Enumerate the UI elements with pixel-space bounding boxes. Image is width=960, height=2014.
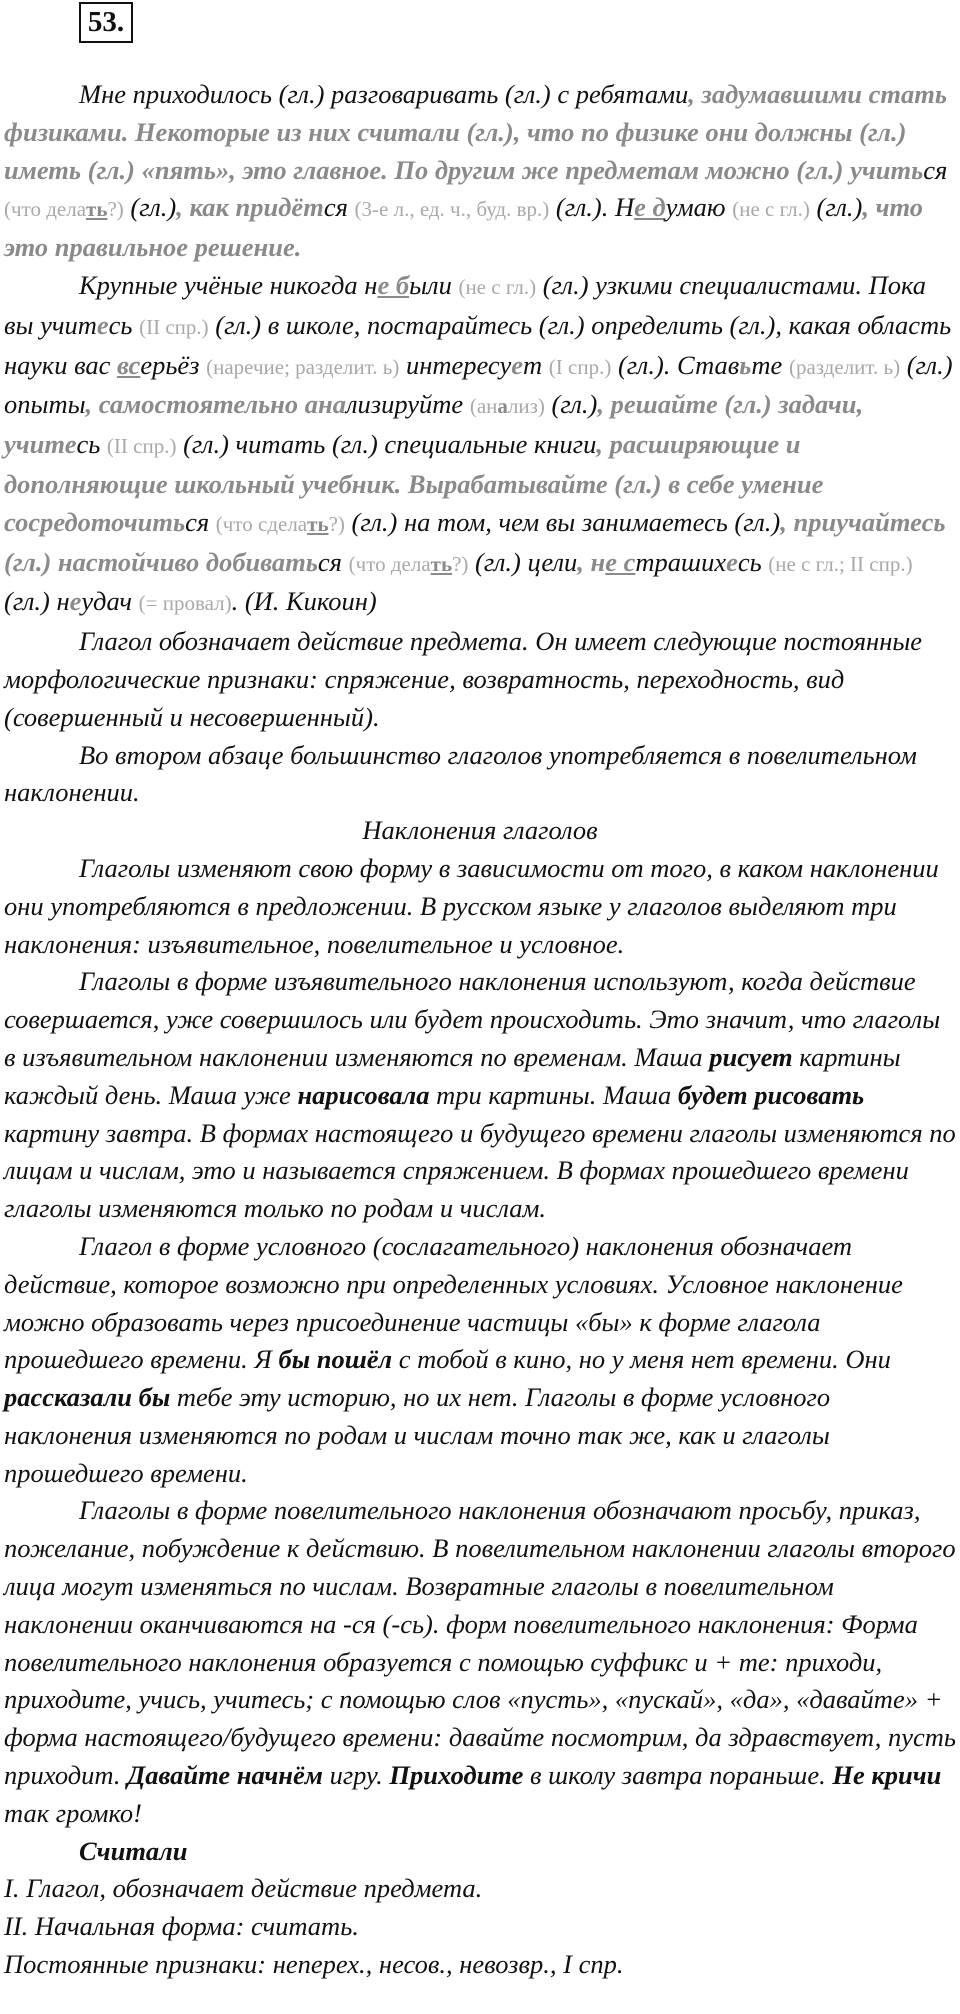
paragraph-1 bbox=[4, 76, 956, 267]
highlight-vowel: а bbox=[332, 389, 346, 420]
gray-note: (не с гл.) bbox=[732, 197, 810, 222]
gray-note bbox=[470, 394, 545, 418]
text-run: картины каждый день. Маша уже bbox=[4, 1041, 901, 1110]
highlight-vowel: е bbox=[511, 349, 524, 380]
analysis-line-2: II. Начальная форма: считать. bbox=[4, 1911, 359, 1942]
highlight-ending: ть bbox=[86, 197, 108, 222]
paragraph-2 bbox=[4, 267, 956, 623]
text-run: так громко! bbox=[4, 1797, 142, 1828]
analysis-word-text: Считали bbox=[79, 1835, 188, 1866]
gray-note: (разделит. ь) bbox=[788, 354, 901, 379]
highlight-ending: ть bbox=[890, 154, 924, 185]
text-run: ся bbox=[323, 192, 348, 223]
highlight-particle: е д bbox=[634, 192, 666, 223]
highlight-comma: , задумавшими стать физиками. Некоторые из них считали (гл.) bbox=[4, 79, 947, 147]
text-run: (гл.) читать (гл.) специальные книги bbox=[183, 429, 597, 460]
text-run: сь bbox=[737, 546, 762, 577]
text-run: ерьёз bbox=[140, 349, 200, 380]
text-run: тебе эту историю, но их нет. Глаголы в форме условного наклонения изменяются по родам и числам точно так же, как и глаголы прошедшего времени. bbox=[4, 1382, 831, 1488]
paragraph-3: Глагол обозначает действие предмета. Он имеет следующие постоянные морфологические признаки: спряжение, возвратность, переходность, вид (совершенный и несовершенный). bbox=[4, 626, 923, 732]
text-run: ся bbox=[923, 154, 948, 185]
text-run: (гл.) н bbox=[4, 586, 70, 617]
highlight-vowel: а bbox=[497, 394, 508, 419]
highlight-comma: , расширяющие и дополняющие школьный учебник. Вырабатывайте (гл.) в себе умение сосредоточи bbox=[4, 429, 824, 537]
exercise-number: 53. bbox=[79, 2, 133, 43]
highlight-vowel: е bbox=[96, 309, 109, 340]
text-run: (гл.) опыты bbox=[4, 349, 953, 420]
text-run: (гл.) bbox=[551, 389, 598, 420]
text-run: удач bbox=[81, 586, 132, 617]
text-run: (гл.). Став bbox=[617, 349, 740, 380]
gray-note-part: (ан bbox=[469, 394, 498, 419]
paragraph-6 bbox=[4, 963, 956, 1228]
bold-verb: рисует bbox=[709, 1041, 793, 1072]
analysis-line-3: Постоянные признаки: неперех., несов., невозвр., I спр. bbox=[4, 1949, 624, 1980]
gray-note bbox=[4, 197, 124, 221]
text-run: Глагол в форме условного (сослагательного) наклонения обозначает действие, которое возможно при определенных условиях. Условное наклонение можно образовать через присоединение частицы «бы» к форме глагола прошедшего времени. Я bbox=[4, 1230, 903, 1375]
text-run: (гл.) цели bbox=[475, 546, 578, 577]
gray-note-part: (что дела bbox=[348, 551, 431, 576]
paragraph-8 bbox=[4, 1492, 956, 1832]
text-run: (гл.) узкими специалистами. Пока вы учит bbox=[4, 269, 926, 340]
bold-verb: бы пошёл bbox=[278, 1344, 393, 1375]
text-run: с тобой в кино, но у меня нет времени. Они bbox=[398, 1344, 891, 1375]
highlight-soft-sign: ь bbox=[739, 349, 752, 380]
gray-note-part: ?) bbox=[328, 511, 345, 536]
paragraph-5: Глаголы изменяют свою форму в зависимости от того, в каком наклонении они употребляются в предложении. В русском языке у глаголов выделяют три наклонения: изъявительное, повелительное и условное. bbox=[4, 852, 939, 959]
gray-note bbox=[349, 552, 469, 576]
section-heading: Наклонения глаголов bbox=[362, 815, 598, 846]
highlight-comma: , учит bbox=[4, 389, 864, 460]
highlight-comma: , что по физике они должны (гл.) иметь (гл.) «пять», это главное. По другим же предметам можно (гл.) учи bbox=[4, 116, 907, 185]
gray-note-part: (что сдела bbox=[215, 511, 308, 536]
text-run: Крупные учёные никогда н bbox=[79, 269, 378, 300]
highlight-comma: , что это правильное решение. bbox=[4, 192, 924, 263]
gray-note bbox=[216, 512, 345, 536]
text-run: ыли bbox=[409, 269, 452, 300]
text-run: (гл.). Н bbox=[555, 192, 635, 223]
analysis-word bbox=[4, 1833, 956, 1871]
gray-note: (наречие; разделит. ь) bbox=[206, 354, 400, 379]
text-run: ся bbox=[185, 506, 210, 537]
text-run: картину завтра. В формах настоящего и будущего времени глаголы изменяются по лицам и числам, это и называется спряжением. В формах прошедшего времени глаголы изменяются только по родам и числам. bbox=[4, 1117, 956, 1224]
text-run: сь bbox=[108, 309, 133, 340]
highlight-prefix: вс bbox=[117, 349, 141, 380]
gray-note: (II спр.) bbox=[139, 314, 209, 339]
text-run: Мне приходилось (гл.) разговаривать (гл.) с ребятами bbox=[79, 79, 689, 109]
gray-note-part: лиз) bbox=[507, 394, 545, 419]
text-run: . (И. Кикоин) bbox=[231, 586, 377, 617]
text-run: Глаголы в форме повелительного наклонения обозначают просьбу, приказ, пожелание, побуждение к действию. В повелительном наклонении глаголы второго лица могут изменяться по числам. Возвратные глаголы в повелительном наклонении оканчиваются на -ся (-сь). форм повелительного наклонения: Форма повелительного наклонения образуется с помощью суффикс и + те: приходи, приходите, учись, учитесь; с помощью слов «пусть», «пускай», «да», «давайте» + форма настоящего/будущего времени: давайте посмотрим, да здравствует, пусть приходит. bbox=[4, 1495, 956, 1791]
highlight-particle: е с bbox=[605, 546, 636, 577]
text-run: те bbox=[751, 349, 783, 380]
highlight-ending: ть bbox=[307, 511, 329, 536]
text-run: (гл.) на том, чем вы занимаетесь (гл.) bbox=[351, 506, 781, 537]
text-run: траших bbox=[635, 546, 727, 577]
text-run: умаю bbox=[665, 192, 726, 223]
paragraph-7 bbox=[4, 1228, 956, 1493]
highlight-comma: , как придё bbox=[176, 192, 304, 223]
bold-verb: нарисовала bbox=[297, 1079, 430, 1110]
analysis-line-1: I. Глагол, обозначает действие предмета. bbox=[4, 1873, 483, 1904]
highlight-comma: , самостоятельно ан bbox=[85, 389, 333, 420]
bold-verb: Давайте начнём bbox=[127, 1760, 323, 1791]
gray-note: (3-е л., ед. ч., буд. вр.) bbox=[354, 197, 550, 222]
highlight-ending: ть bbox=[285, 546, 318, 577]
text-run: три картины. Маша bbox=[436, 1079, 672, 1110]
gray-note: (не с гл.) bbox=[458, 274, 537, 299]
highlight-ending: т bbox=[303, 192, 324, 223]
highlight-vowel: е bbox=[726, 546, 738, 577]
text-run: Глаголы в форме изъявительного наклонения используют, когда действие совершается, уже совершилось или будет происходить. Это значит, что глаголы в изъявительном наклонении изменяются по временам. Маша bbox=[4, 966, 941, 1072]
gray-note: (I спр.) bbox=[548, 354, 612, 379]
bold-verb: рассказали бы bbox=[4, 1382, 171, 1413]
highlight-ending: ть bbox=[152, 506, 186, 537]
gray-note: (II спр.) bbox=[106, 434, 177, 459]
bold-verb: Приходите bbox=[389, 1760, 524, 1791]
highlight-comma: , н bbox=[577, 546, 606, 577]
text-run: (гл.) bbox=[816, 192, 863, 223]
paragraph-4: Во втором абзаце большинство глаголов употребляется в повелительном наклонении. bbox=[4, 739, 917, 808]
highlight-vowel: е bbox=[69, 586, 82, 617]
text-run: игру. bbox=[329, 1760, 383, 1791]
highlight-particle: е б bbox=[377, 269, 410, 300]
highlight-comma: , решайте (гл.) задачи bbox=[597, 389, 857, 420]
text-run: интересу bbox=[405, 349, 512, 380]
bold-verb: будет рисовать bbox=[677, 1079, 865, 1110]
text-run: в школу завтра пораньше. bbox=[530, 1760, 826, 1791]
highlight-comma: , приучайтесь (гл.) настойчиво добива bbox=[4, 506, 946, 577]
gray-note: (= провал) bbox=[138, 591, 232, 616]
text-run: лизируйте bbox=[345, 389, 464, 420]
gray-note-part: ?) bbox=[452, 551, 469, 576]
highlight-vowel: е bbox=[64, 429, 77, 460]
highlight-ending: ть bbox=[430, 551, 453, 576]
bold-verb: Не кричи bbox=[832, 1760, 942, 1791]
text-run: (гл.) в школе, постарайтесь (гл.) определить (гл.), какая область науки вас bbox=[4, 309, 952, 380]
text-run: (гл.) bbox=[130, 192, 177, 223]
gray-note: (не с гл.; II спр.) bbox=[768, 551, 913, 576]
text-run: ся bbox=[317, 546, 343, 577]
text-run: т bbox=[523, 349, 543, 380]
text-run: сь bbox=[76, 429, 101, 460]
gray-note-part: ?) bbox=[107, 197, 124, 222]
gray-note-part: (что дела bbox=[4, 197, 87, 222]
exercise-text bbox=[4, 76, 956, 1984]
